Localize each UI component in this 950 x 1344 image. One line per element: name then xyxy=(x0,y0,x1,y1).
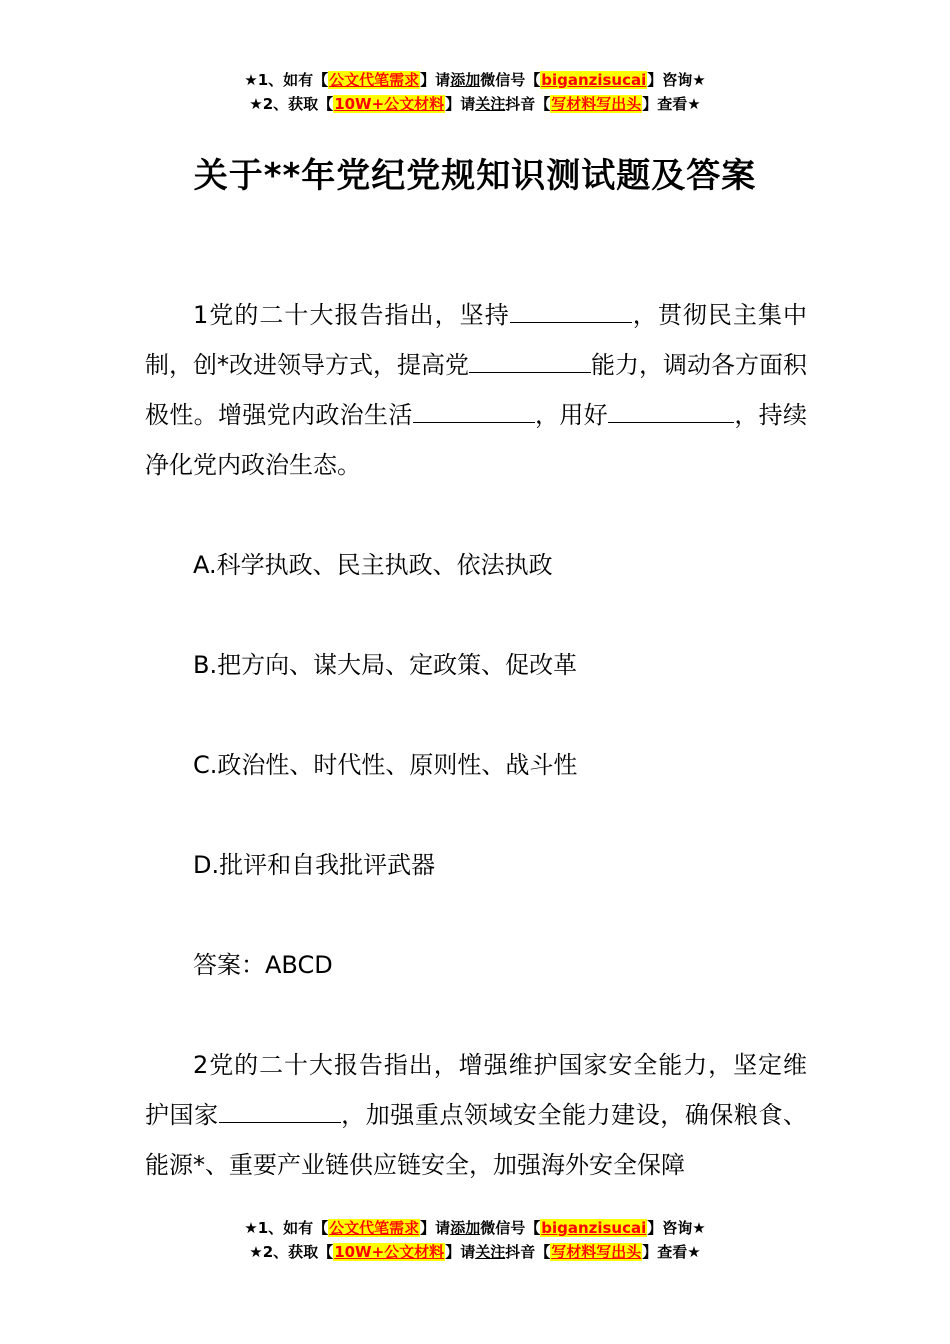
option-d: D.批评和自我批评武器 xyxy=(193,851,436,879)
promo-text: 】请 xyxy=(420,71,451,89)
question-text: 1党的二十大报告指出，坚持 xyxy=(193,301,510,329)
promo-banner-bottom xyxy=(0,1216,950,1264)
promo-line-1 xyxy=(0,1216,950,1240)
promo-text: 微信号【 xyxy=(480,1219,541,1237)
promo-highlight: 公文代笔需求 xyxy=(329,71,420,89)
promo-text: 】咨询★ xyxy=(647,1219,706,1237)
promo-highlight: 公文代笔需求 xyxy=(329,1219,420,1237)
question-2 xyxy=(145,1040,807,1190)
question-text: 能力，调动各方面积极性。增强党内政治生活 xyxy=(145,351,807,429)
document-body xyxy=(145,290,807,1190)
fill-blank xyxy=(608,394,698,423)
promo-emphasis: 关注 xyxy=(475,1243,506,1261)
promo-douyin-id: 写材料写出头 xyxy=(551,1243,642,1261)
promo-line-1 xyxy=(0,68,950,92)
promo-douyin-id: 写材料写出头 xyxy=(551,95,642,113)
promo-text: ★1、如有【 xyxy=(244,1219,329,1237)
promo-text: 抖音【 xyxy=(505,1243,551,1261)
promo-banner-top xyxy=(0,68,950,116)
promo-text: ★1、如有【 xyxy=(244,71,329,89)
promo-highlight: 10W+公文材料 xyxy=(334,1243,445,1261)
promo-wechat-id: biganzisucai xyxy=(541,1219,647,1237)
promo-text: 】咨询★ xyxy=(647,71,706,89)
question-text: ，持续净化党内政治生态。 xyxy=(145,401,808,479)
question-text: ，加强重点领域安全能力建设，确保粮食、能源*、重要产业链供应链安全，加强海外安全保障 xyxy=(145,1101,808,1179)
option-a: A.科学执政、民主执政、依法执政 xyxy=(193,551,553,579)
promo-emphasis: 添加 xyxy=(450,1219,481,1237)
promo-text: 】请 xyxy=(445,1243,476,1261)
promo-wechat-id: biganzisucai xyxy=(541,71,647,89)
answer: 答案：ABCD xyxy=(193,951,333,979)
promo-text: 】查看★ xyxy=(642,95,701,113)
promo-text: 】查看★ xyxy=(642,1243,701,1261)
promo-text: ★2、获取【 xyxy=(249,1243,334,1261)
question-text: ，贯彻民主集中制，创*改进领导方式，提高党 xyxy=(145,301,808,379)
promo-text: 】请 xyxy=(420,1219,451,1237)
promo-emphasis: 添加 xyxy=(450,71,481,89)
fill-blank xyxy=(413,394,535,423)
fill-blank xyxy=(219,1094,341,1123)
fill-blank xyxy=(469,344,591,373)
promo-text: 微信号【 xyxy=(480,71,541,89)
question-text: ，用好 xyxy=(534,401,609,429)
option-b: B.把方向、谋大局、定政策、促改革 xyxy=(193,651,578,679)
question-1 xyxy=(145,290,807,490)
promo-highlight: 10W+公文材料 xyxy=(334,95,445,113)
fill-blank xyxy=(698,394,734,423)
option-c: C.政治性、时代性、原则性、战斗性 xyxy=(193,751,578,779)
promo-line-2 xyxy=(0,92,950,116)
promo-emphasis: 关注 xyxy=(475,95,506,113)
page-title: 关于**年党纪党规知识测试题及答案 xyxy=(193,156,757,196)
fill-blank xyxy=(510,294,632,323)
promo-text: 抖音【 xyxy=(505,95,551,113)
promo-text: ★2、获取【 xyxy=(249,95,334,113)
promo-line-2 xyxy=(0,1240,950,1264)
promo-text: 】请 xyxy=(445,95,476,113)
question-text: 2党的二十大报告指出，增强维护国家安全能力，坚定维护国家 xyxy=(145,1051,807,1129)
